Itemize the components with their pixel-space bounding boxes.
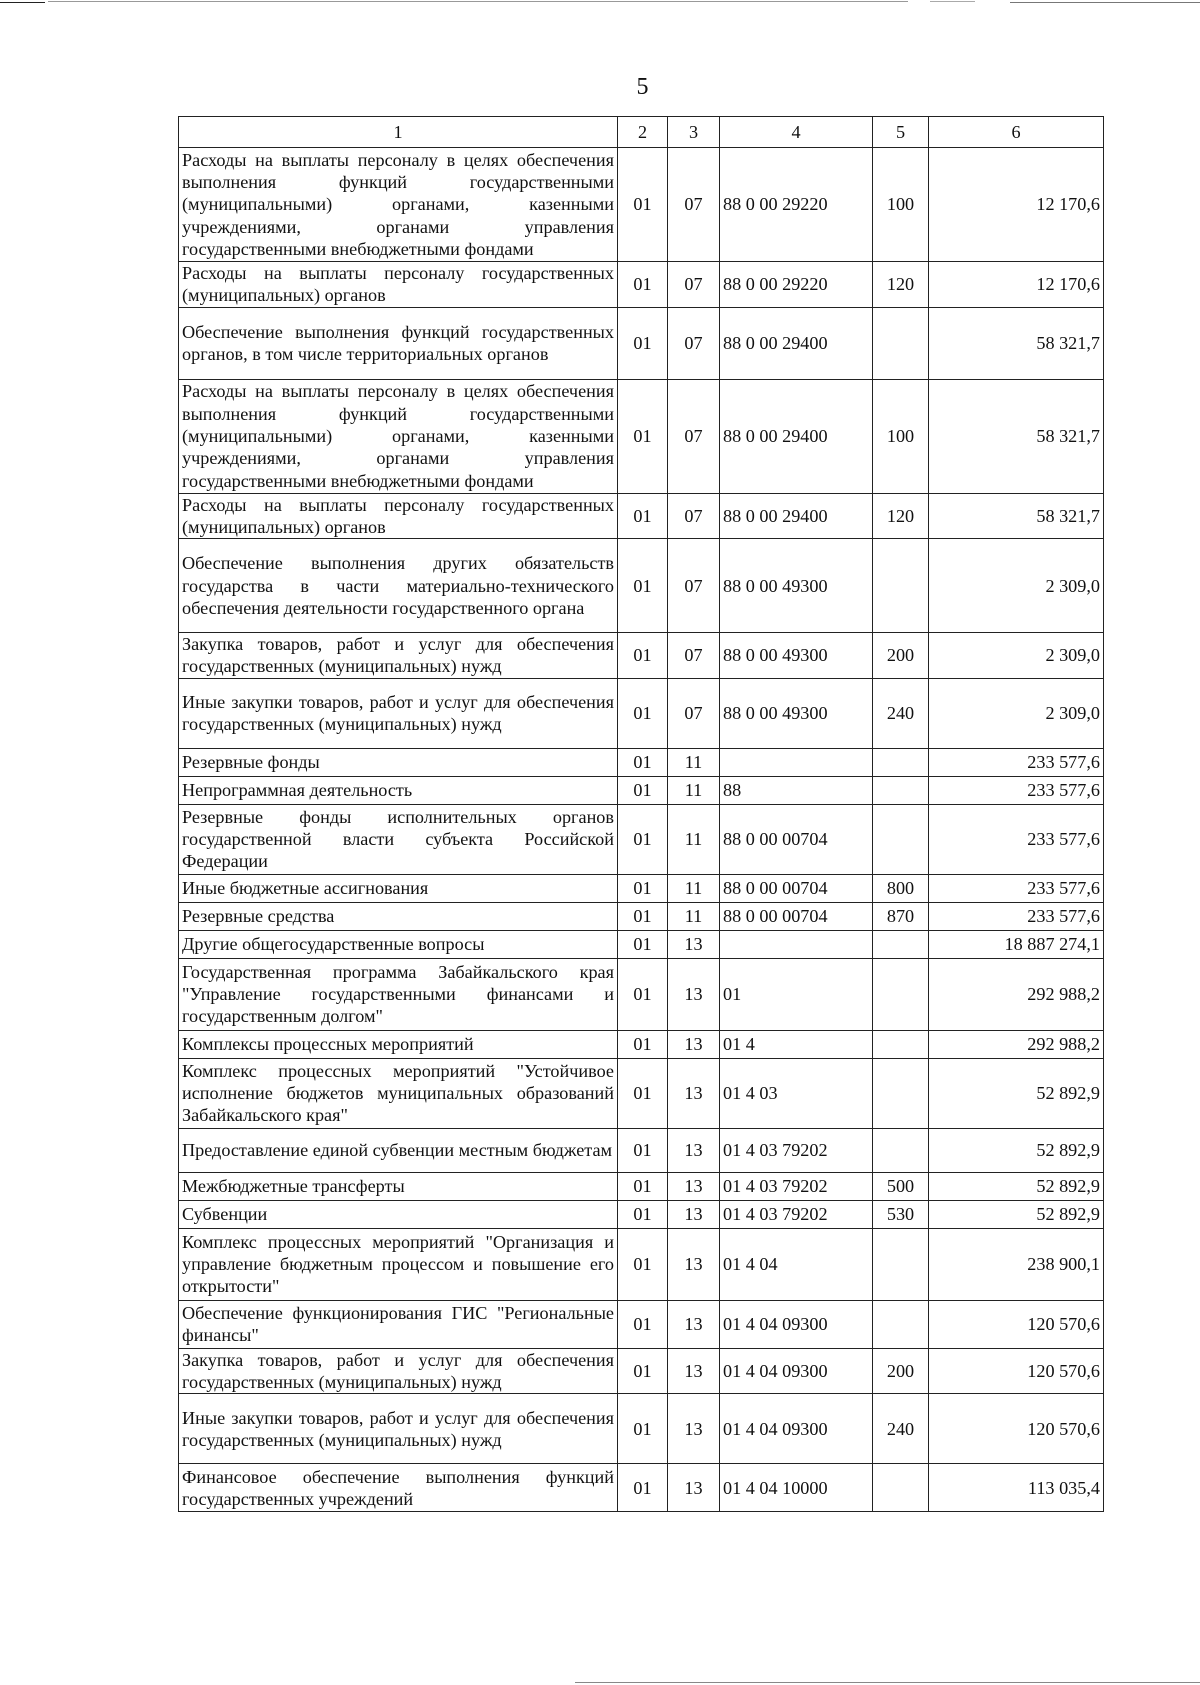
table-row [179,1464,1104,1512]
row-subsection-cell: 07 [668,539,720,633]
row-name-cell: Финансовое обеспечение выполнения функций государственных учреждений [179,1464,618,1512]
row-expense-type-cell [873,539,929,633]
row-amount-cell: 2 309,0 [929,539,1104,633]
row-subsection-cell: 13 [668,1464,720,1512]
row-name-cell: Предоставление единой субвенции местным бюджетам [179,1128,618,1172]
row-target-code-cell: 01 4 04 09300 [720,1300,873,1348]
row-target-code-cell: 88 0 00 49300 [720,678,873,748]
row-name-cell: Обеспечение выполнения других обязательств государства в части материально-технического обеспечения деятельности государственного органа [179,539,618,633]
row-name-cell: Резервные фонды исполнительных органов государственной власти субъекта Российской Федерации [179,804,618,874]
row-section-cell: 01 [618,1200,668,1228]
scan-edge-line [0,2,45,3]
row-target-code-cell: 01 4 03 79202 [720,1128,873,1172]
row-amount-cell: 18 887 274,1 [929,930,1104,958]
table-row [179,1172,1104,1200]
scan-edge-line [930,1,975,2]
row-name-cell: Обеспечение функционирования ГИС "Региональные финансы" [179,1300,618,1348]
row-subsection-cell: 13 [668,1394,720,1464]
row-section-cell: 01 [618,493,668,539]
table-row [179,379,1104,493]
row-name-cell: Иные закупки товаров, работ и услуг для обеспечения государственных (муниципальных) нужд [179,678,618,748]
row-name-cell: Комплекс процессных мероприятий "Устойчивое исполнение бюджетов муниципальных образований Забайкальского края" [179,1058,618,1128]
row-target-code-cell: 01 [720,958,873,1030]
row-subsection-cell: 07 [668,678,720,748]
row-name-cell: Иные закупки товаров, работ и услуг для обеспечения государственных (муниципальных) нужд [179,1394,618,1464]
table-row [179,307,1104,379]
row-subsection-cell: 13 [668,1348,720,1394]
row-section-cell: 01 [618,262,668,308]
row-target-code-cell: 88 0 00 49300 [720,539,873,633]
table-row [179,1300,1104,1348]
row-amount-cell: 12 170,6 [929,262,1104,308]
row-amount-cell: 292 988,2 [929,958,1104,1030]
row-amount-cell: 58 321,7 [929,307,1104,379]
row-target-code-cell: 01 4 03 79202 [720,1172,873,1200]
row-section-cell: 01 [618,678,668,748]
row-name-cell: Закупка товаров, работ и услуг для обеспечения государственных (муниципальных) нужд [179,1348,618,1394]
row-target-code-cell: 01 4 03 79202 [720,1200,873,1228]
header-row [179,117,1104,148]
row-section-cell: 01 [618,307,668,379]
column-header-section: 2 [618,117,668,148]
row-expense-type-cell: 100 [873,148,929,262]
row-expense-type-cell: 500 [873,1172,929,1200]
row-expense-type-cell [873,748,929,776]
table-row [179,493,1104,539]
row-expense-type-cell [873,804,929,874]
row-target-code-cell: 01 4 04 09300 [720,1394,873,1464]
row-subsection-cell: 13 [668,958,720,1030]
row-expense-type-cell [873,1300,929,1348]
row-section-cell: 01 [618,1394,668,1464]
row-subsection-cell: 13 [668,1128,720,1172]
column-header-expense-type: 5 [873,117,929,148]
table-row [179,874,1104,902]
row-subsection-cell: 11 [668,874,720,902]
row-section-cell: 01 [618,1058,668,1128]
row-expense-type-cell [873,307,929,379]
row-section-cell: 01 [618,1172,668,1200]
row-subsection-cell: 07 [668,633,720,679]
row-amount-cell: 2 309,0 [929,633,1104,679]
row-target-code-cell: 88 [720,776,873,804]
table-row [179,539,1104,633]
table-row [179,148,1104,262]
table-row [179,930,1104,958]
row-name-cell: Закупка товаров, работ и услуг для обеспечения государственных (муниципальных) нужд [179,633,618,679]
row-amount-cell: 120 570,6 [929,1394,1104,1464]
column-header-target-code: 4 [720,117,873,148]
row-section-cell: 01 [618,804,668,874]
scan-edge-line [48,1,908,2]
row-name-cell: Резервные фонды [179,748,618,776]
row-amount-cell: 58 321,7 [929,493,1104,539]
row-section-cell: 01 [618,1128,668,1172]
row-amount-cell: 233 577,6 [929,902,1104,930]
row-target-code-cell: 88 0 00 00704 [720,874,873,902]
row-target-code-cell [720,748,873,776]
table-row [179,678,1104,748]
row-expense-type-cell: 240 [873,678,929,748]
budget-table [178,116,1104,1512]
row-target-code-cell: 88 0 00 29220 [720,148,873,262]
table-row [179,902,1104,930]
row-subsection-cell: 13 [668,930,720,958]
row-target-code-cell: 88 0 00 00704 [720,804,873,874]
row-subsection-cell: 11 [668,804,720,874]
row-subsection-cell: 11 [668,748,720,776]
row-name-cell: Непрограммная деятельность [179,776,618,804]
row-section-cell: 01 [618,930,668,958]
row-section-cell: 01 [618,539,668,633]
row-expense-type-cell [873,776,929,804]
row-amount-cell: 120 570,6 [929,1348,1104,1394]
row-amount-cell: 120 570,6 [929,1300,1104,1348]
table-row [179,1030,1104,1058]
row-name-cell: Расходы на выплаты персоналу государственных (муниципальных) органов [179,493,618,539]
row-expense-type-cell [873,1058,929,1128]
row-target-code-cell: 88 0 00 00704 [720,902,873,930]
row-target-code-cell: 01 4 04 09300 [720,1348,873,1394]
table-row [179,633,1104,679]
table-row [179,776,1104,804]
row-subsection-cell: 07 [668,148,720,262]
row-target-code-cell: 88 0 00 29400 [720,307,873,379]
row-amount-cell: 238 900,1 [929,1228,1104,1300]
row-section-cell: 01 [618,1030,668,1058]
row-amount-cell: 292 988,2 [929,1030,1104,1058]
row-expense-type-cell [873,1228,929,1300]
row-subsection-cell: 07 [668,379,720,493]
row-expense-type-cell: 120 [873,262,929,308]
row-section-cell: 01 [618,748,668,776]
row-expense-type-cell [873,930,929,958]
row-amount-cell: 52 892,9 [929,1200,1104,1228]
row-amount-cell: 52 892,9 [929,1172,1104,1200]
row-name-cell: Резервные средства [179,902,618,930]
row-amount-cell: 52 892,9 [929,1128,1104,1172]
row-section-cell: 01 [618,1300,668,1348]
row-section-cell: 01 [618,902,668,930]
row-name-cell: Расходы на выплаты персоналу государственных (муниципальных) органов [179,262,618,308]
row-subsection-cell: 13 [668,1300,720,1348]
row-expense-type-cell [873,1128,929,1172]
row-target-code-cell: 88 0 00 49300 [720,633,873,679]
column-header-amount: 6 [929,117,1104,148]
table-row [179,748,1104,776]
table-row [179,1128,1104,1172]
row-expense-type-cell: 240 [873,1394,929,1464]
row-subsection-cell: 13 [668,1030,720,1058]
row-expense-type-cell [873,1464,929,1512]
row-expense-type-cell: 530 [873,1200,929,1228]
row-target-code-cell [720,930,873,958]
row-amount-cell: 113 035,4 [929,1464,1104,1512]
scan-edge-line [575,1682,1200,1683]
table-row [179,1200,1104,1228]
row-name-cell: Иные бюджетные ассигнования [179,874,618,902]
row-expense-type-cell: 870 [873,902,929,930]
row-target-code-cell: 88 0 00 29220 [720,262,873,308]
row-expense-type-cell: 120 [873,493,929,539]
row-expense-type-cell [873,958,929,1030]
table-body [179,148,1104,1512]
row-section-cell: 01 [618,874,668,902]
row-subsection-cell: 07 [668,262,720,308]
row-target-code-cell: 01 4 03 [720,1058,873,1128]
row-name-cell: Расходы на выплаты персоналу в целях обеспечения выполнения функций государственными (муниципальными) органами, казенными учреждениями, органами управления государственными внебюджетными фондами [179,148,618,262]
row-subsection-cell: 13 [668,1172,720,1200]
row-name-cell: Расходы на выплаты персоналу в целях обеспечения выполнения функций государственными (муниципальными) органами, казенными учреждениями, органами управления государственными внебюджетными фондами [179,379,618,493]
row-amount-cell: 12 170,6 [929,148,1104,262]
row-expense-type-cell: 200 [873,633,929,679]
row-name-cell: Государственная программа Забайкальского края "Управление государственными финансами и государственным долгом" [179,958,618,1030]
column-header-name: 1 [179,117,618,148]
row-name-cell: Комплекс процессных мероприятий "Организация и управление бюджетным процессом и повышение его открытости" [179,1228,618,1300]
row-name-cell: Другие общегосударственные вопросы [179,930,618,958]
row-section-cell: 01 [618,633,668,679]
row-expense-type-cell [873,1030,929,1058]
row-target-code-cell: 88 0 00 29400 [720,379,873,493]
row-amount-cell: 233 577,6 [929,874,1104,902]
row-target-code-cell: 88 0 00 29400 [720,493,873,539]
row-name-cell: Межбюджетные трансферты [179,1172,618,1200]
row-section-cell: 01 [618,379,668,493]
page-number: 5 [636,74,649,100]
row-section-cell: 01 [618,776,668,804]
column-header-subsection: 3 [668,117,720,148]
row-name-cell: Обеспечение выполнения функций государственных органов, в том числе территориальных органов [179,307,618,379]
row-section-cell: 01 [618,148,668,262]
row-subsection-cell: 07 [668,493,720,539]
row-target-code-cell: 01 4 04 [720,1228,873,1300]
row-amount-cell: 233 577,6 [929,748,1104,776]
row-subsection-cell: 13 [668,1058,720,1128]
row-section-cell: 01 [618,1348,668,1394]
row-expense-type-cell: 100 [873,379,929,493]
table-row [179,958,1104,1030]
row-section-cell: 01 [618,958,668,1030]
row-amount-cell: 233 577,6 [929,804,1104,874]
row-section-cell: 01 [618,1228,668,1300]
row-section-cell: 01 [618,1464,668,1512]
row-amount-cell: 233 577,6 [929,776,1104,804]
table-row [179,262,1104,308]
table-row [179,1348,1104,1394]
table-row [179,1394,1104,1464]
row-expense-type-cell: 200 [873,1348,929,1394]
table-row [179,804,1104,874]
row-subsection-cell: 13 [668,1200,720,1228]
row-expense-type-cell: 800 [873,874,929,902]
table-row [179,1228,1104,1300]
row-target-code-cell: 01 4 04 10000 [720,1464,873,1512]
scan-edge-line [1010,2,1200,3]
row-subsection-cell: 11 [668,902,720,930]
row-subsection-cell: 13 [668,1228,720,1300]
row-amount-cell: 52 892,9 [929,1058,1104,1128]
row-target-code-cell: 01 4 [720,1030,873,1058]
row-name-cell: Субвенции [179,1200,618,1228]
row-subsection-cell: 07 [668,307,720,379]
row-amount-cell: 2 309,0 [929,678,1104,748]
row-name-cell: Комплексы процессных мероприятий [179,1030,618,1058]
row-amount-cell: 58 321,7 [929,379,1104,493]
row-subsection-cell: 11 [668,776,720,804]
table-row [179,1058,1104,1128]
